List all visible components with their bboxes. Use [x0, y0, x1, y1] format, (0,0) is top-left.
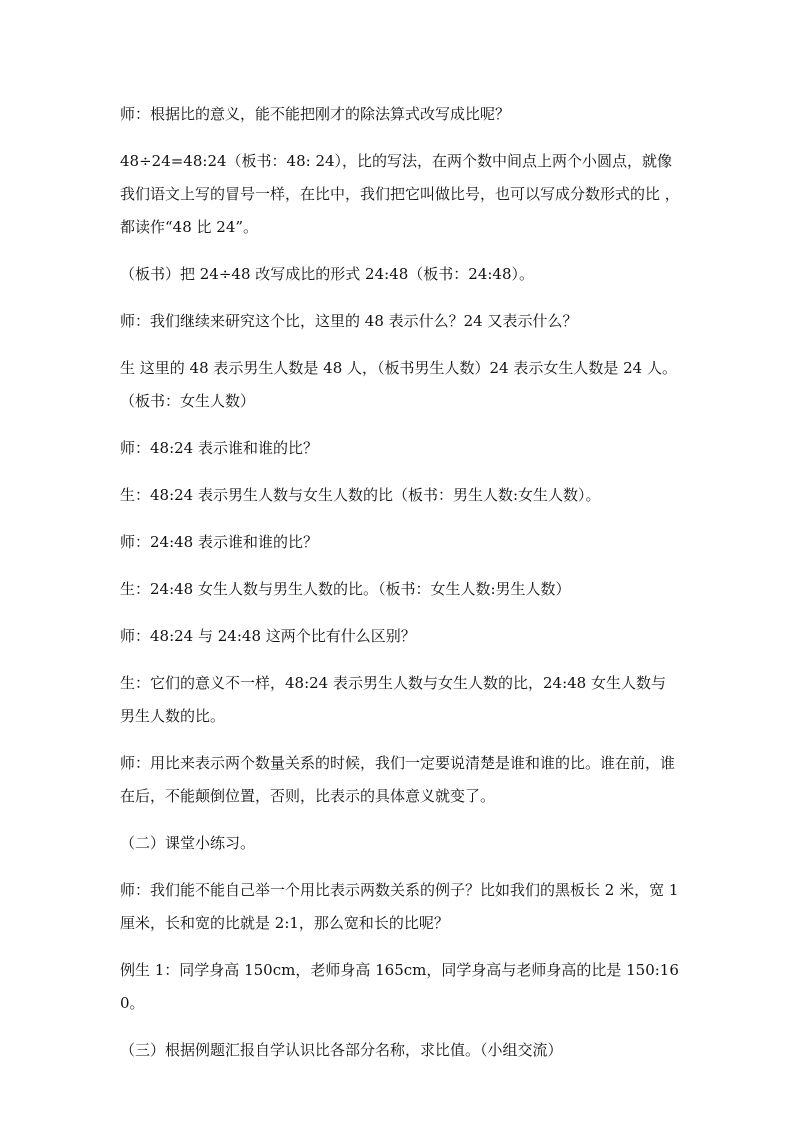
paragraph: 师：根据比的意义，能不能把刚才的除法算式改写成比呢？: [120, 105, 511, 123]
paragraph: 师：用比来表示两个数量关系的时候，我们一定要说清楚是谁和谁的比。谁在前，谁在后，不能颠倒位置，否则，比表示的具体意义就变了。: [120, 754, 676, 805]
section-heading: （三）根据例题汇报自学认识比各部分名称，求比值。（小组交流）: [120, 1041, 563, 1059]
paragraph: 师：我们继续来研究这个比，这里的 48 表示什么？24 又表示什么？: [120, 312, 578, 330]
paragraph: 生 这里的 48 表示男生人数是 48 人，（板书男生人数）24 表示女生人数是 24 人。（板书：女生人数）: [120, 359, 677, 410]
paragraph: 师：48:24 表示谁和谁的比？: [120, 439, 318, 457]
paragraph: 例生 1：同学身高 150cm，老师身高 165cm，同学身高与老师身高的比是 150:160。: [120, 961, 679, 1012]
paragraph: 48÷24=48:24（板书：48: 24），比的写法，在两个数中间点上两个小圆点，就像我们语文上写的冒号一样，在比中，我们把它叫做比号，也可以写成分数形式的比 ，都读作“48 比 24”。: [120, 152, 680, 236]
document-body: [120, 98, 680, 1081]
paragraph: 生：它们的意义不一样，48:24 表示男生人数与女生人数的比，24:48 女生人数与男生人数的比。: [120, 674, 666, 725]
paragraph: （板书）把 24÷48 改写成比的形式 24:48（板书：24:48）。: [120, 265, 535, 283]
paragraph: 生：48:24 表示男生人数与女生人数的比（板书：男生人数:女生人数）。: [120, 486, 601, 504]
section-heading: （二）课堂小练习。: [120, 834, 256, 852]
paragraph: 师：24:48 表示谁和谁的比？: [120, 533, 318, 551]
paragraph: 生：24:48 女生人数与男生人数的比。（板书：女生人数:男生人数）: [120, 580, 571, 598]
paragraph: 师：我们能不能自己举一个用比表示两数关系的例子？比如我们的黑板长 2 米，宽 1 厘米，长和宽的比就是 2:1，那么宽和长的比呢？: [120, 881, 679, 932]
paragraph: 师：48:24 与 24:48 这两个比有什么区别？: [120, 627, 416, 645]
